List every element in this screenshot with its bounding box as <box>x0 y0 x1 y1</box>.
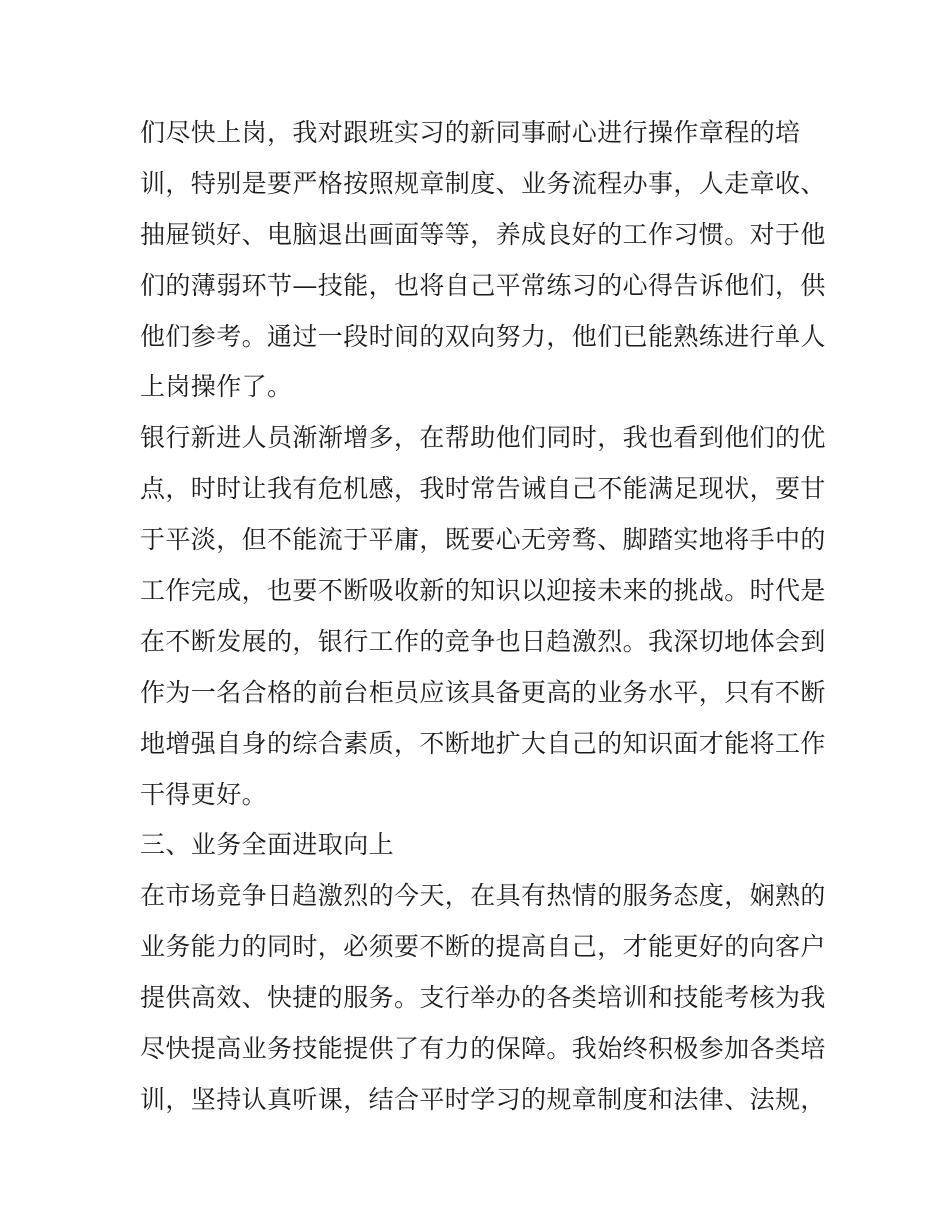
text-line: 干得更好。 <box>140 779 268 809</box>
text-line: 训，特别是要严格按照规章制度、业务流程办事，人走章收、 <box>140 168 826 198</box>
text-line: 在市场竞争日趋激烈的今天，在具有热情的服务态度，娴熟的 <box>140 881 826 911</box>
text-line: 们的薄弱环节—技能，也将自己平常练习的心得告诉他们，供 <box>140 270 826 300</box>
text-line: 地增强自身的综合素质，不断地扩大自己的知识面才能将工作 <box>140 728 826 758</box>
text-line: 抽屉锁好、电脑退出画面等等，养成良好的工作习惯。对于他 <box>140 219 826 249</box>
text-line: 训，坚持认真听课，结合平时学习的规章制度和法律、法规， <box>140 1084 826 1114</box>
text-line: 们尽快上岗，我对跟班实习的新同事耐心进行操作章程的培 <box>140 118 801 147</box>
text-line: 工作完成，也要不断吸收新的知识以迎接未来的挑战。时代是 <box>140 576 826 606</box>
text-line: 于平淡，但不能流于平庸，既要心无旁骛、脚踏实地将手中的 <box>140 525 826 555</box>
text-line: 在不断发展的，银行工作的竞争也日趋激烈。我深切地体会到 <box>140 626 826 656</box>
text-line: 作为一名合格的前台柜员应该具备更高的业务水平，只有不断 <box>140 677 826 707</box>
text-line: 他们参考。通过一段时间的双向努力，他们已能熟练进行单人 <box>140 321 826 351</box>
text-line: 业务能力的同时，必须要不断的提高自己，才能更好的向客户 <box>140 932 826 962</box>
text-line: 上岗操作了。 <box>140 372 293 402</box>
body-text <box>140 108 826 1126</box>
section-heading: 三、业务全面进取向上 <box>140 830 395 860</box>
text-line: 点，时时让我有危机感，我时常告诫自己不能满足现状，要甘 <box>140 474 826 504</box>
text-line: 尽快提高业务技能提供了有力的保障。我始终积极参加各类培 <box>140 1034 826 1064</box>
text-line: 提供高效、快捷的服务。支行举办的各类培训和技能考核为我 <box>140 983 826 1013</box>
text-line: 银行新进人员渐渐增多，在帮助他们同时，我也看到他们的优 <box>140 423 826 453</box>
